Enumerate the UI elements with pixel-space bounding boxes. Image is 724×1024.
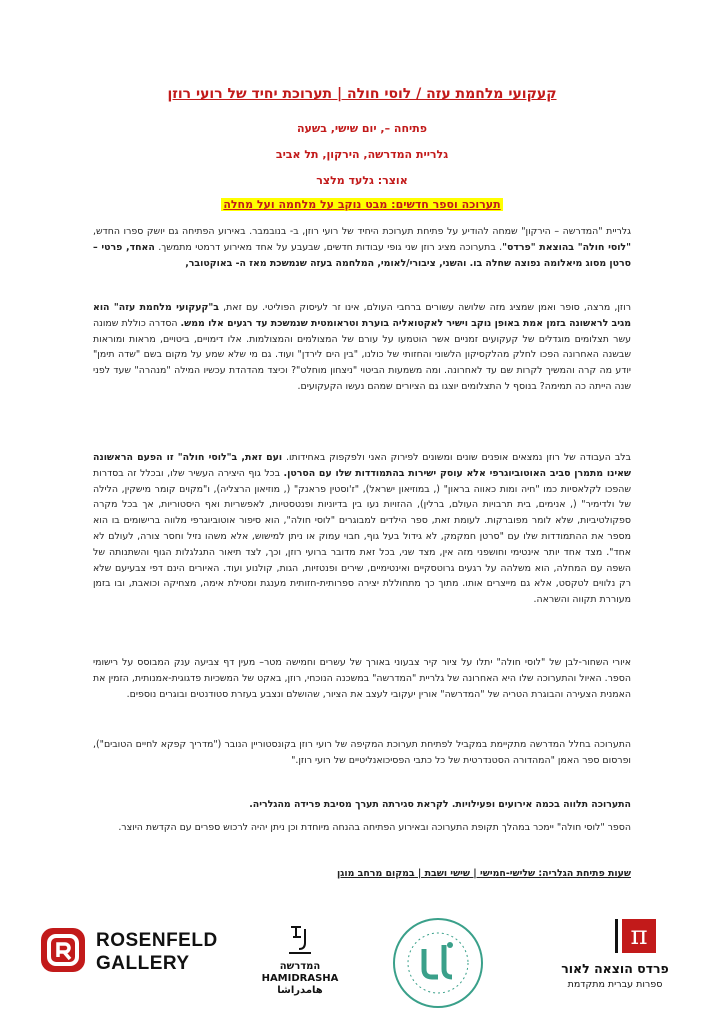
rosenfeld-line2: GALLERY — [96, 953, 190, 974]
text-run: גלריית "המדרשה – הירקון" שמחה להודיע על פתיחת תערוכת היחיד של רועי רוזן, ב- בנובמבר. באירוע הפתיחה גם יושק ספרו החדש, — [93, 226, 631, 237]
pardes-name: פרדס הוצאה לאור — [561, 961, 669, 976]
paragraph-6: התערוכה תלווה בכמה אירועים ופעילויות. לקראת סגירתה תערך מסיבת פרידה מהגלריה. — [249, 799, 631, 810]
text-run: התערוכה בחלל המדרשה מתקיימת במקביל לפתיחת תערוכת המקיפה של רועי רוזן בקונסטוריין הנובר ("מדריך קפקא לחיים הטובים"), ופרסום ספר האמן "המהדורה הסטנדרטית של כל כתבי הפסיכואנליטיים של רועי רוזן." — [93, 739, 631, 766]
rosenfeld-gallery-logo — [40, 925, 220, 985]
text-run: איורי השחור-לבן של "לוסי חולה" יתלו על ציור קיר צבעוני באורך של עשרים וחמישה מטר– מעין דף צביעה ענק המבוסס על רישומי הספר. האיול והתערוכה שלו היא האחרונה של גלריית "המדרשה" במשכנה הנוכחי, רוזן, באקט של המשכיות פדגוגית-אמנותית, הזמין את האמנית הצעירה והבוגרת הטריה של "המדרשה" אורין יעקובי לעצב את הציור, שהושלם ונצבע בעזרת סטודנטים ובוגרים נוספים. — [93, 657, 631, 700]
opening-line: פתיחה –, יום שישי, בשעה — [296, 122, 428, 135]
paragraph-4 — [93, 655, 631, 702]
paragraph-1 — [93, 224, 631, 271]
rosenfeld-mark-icon — [40, 927, 86, 973]
text-run: "לוסי חולה" בהוצאת "פרדס" — [502, 241, 631, 253]
hamidrasha-he: המדרשה — [279, 961, 321, 972]
paragraph-2 — [93, 300, 631, 395]
pardes-publishing-logo — [540, 919, 690, 1009]
hamidrasha-logo — [255, 923, 345, 1003]
curator-line: אוצר: גלעד מלצר — [316, 174, 408, 187]
paragraph-7: הספר "לוסי חולה" יימכר במהלך תקופת התערוכה ובאירוע הפתיחה בהנחה מיוחדת וכן ניתן יהיה לרכוש ספרים עם הקדשת היוצר. — [118, 822, 631, 833]
text-run: הסדרה כוללת שמונה עשר תצלומים מוגדלים של קעקועים זמניים אשר הוטמעו על עורם של המצולמים והמצולמות. אלו דימויים, ביטויים, מראות ומוראות שבשנה האחרונה הפכו לחלק מהלקסיקון הלשוני והחזותי של כולנו, "בין הים לירדן" ועוד. גם מי שלא שמע על מקום בשם "שדה תימן" יודע מה קרה והמשיך לקרות שם עד לאחרונה. ומה משמעות הביטוי "ניצחון מוחלט"? וכיצד מהדהדת עכשיו המילה "מנהרה" שעד לפני שנה הייתה כה תמימה? בנוסף ל התצלומים יוצגו גם הציורים שמהם נעשו הקעקועים. — [93, 317, 631, 392]
highlight-line — [60, 198, 664, 211]
rosenfeld-line1: ROSENFELD — [96, 930, 218, 951]
pi-icon: π — [622, 919, 656, 953]
text-run: בכל גוף היצירה העשיר שלו, ובכלל זה בסדרות שהפכו לקלאסיות כמו "חיה ומות כאווה בראון" (, במוזיאון ישראל), "ז'וסטין פראנק" (, מוזיאון הרצליה), ו"מקוים קומר מישקין, הלילה של ולדימיר" (, אנימים, בית תרבויות העולם, ברלין), ההזויות נעו בין בדיוניות ופנטסטיות, לאפשריות ואף היסטוריות, אך בכל מקרה ספקולטיביות, שלא לומר מפוברקות. לעומת זאת, ספר הילדים למבוגרים "לוסי חולה", הוא סיפור אוטוביוגרפי מלווה ברישומים בו הוא מספר את ההתמודדות שלו עם "סרטן חמקמק, לא גידול בעל גוף, חבוי עמוק או ניתן למישוש, אלא משהו נזיל וחסר צורה, לעולם לא אחד". מצד אחד יותר אינטימי וחושפני מזה אין, מצד שני, בכל זאת מדובר ברועי רוזן, וכך, לצד תיאור התגלגלות הגוף והשתנותה של השפה עם המחלה, הוא משלהה על רגעים גרוטסקיים ואינטימיים, שירים ופנטזיות, הגות, קולנוע ועוד. האיורים הינם דפי צבעיעם שלא רק נלווים לטקסט, אלא גם מייצרים אותו. מתוך כך מתחוללת יצירה ספרותית-חזותית מענגת ומטילת אימה, מצחיקה וכואבת, ובו בזמן מעוררת תקווה והשראה. — [93, 467, 631, 606]
rosenfeld-wordmark — [96, 929, 218, 975]
beit-berl-logo — [390, 915, 490, 1010]
logo-strip — [0, 915, 724, 1015]
text-run: האחד, פרטי – סרטן מסוג מיאלומה נפוצה שחלה בו. והשני, ציבורי/לאומי, המלחמה בעזה שנמשכת מאז ה- באוקטובר, — [93, 241, 631, 269]
venue-line: גלריית המדרשה, הירקון, תל אביב — [275, 148, 449, 161]
pardes-bar — [615, 919, 618, 953]
text-run: ועם זאת, ב"לוסי חולה" זו הפעם הראשונה שאינו מתמרן סביב האוטוביוגרפי אלא עוסק ישירות בהתמודדות שלו עם הסרטן. — [93, 452, 632, 479]
hamidrasha-ar: هامدراشا — [277, 985, 323, 996]
text-run: רוזן, מרצה, סופר ואמן שמציג מזה שלושה עשורים ברחבי העולם, אינו זר לעיסוק הפוליטי. עם זאת, — [219, 302, 631, 313]
page-title: קעקועי מלחמת עזה / לוסי חולה | תערוכת יחיד של רועי רוזן — [167, 86, 557, 102]
gallery-hours: שעות פתיחת הגלריה: שלישי-חמישי | שישי ושבת | במקום מרחב מוגן — [336, 868, 631, 879]
hamidrasha-mark-icon — [285, 923, 315, 957]
paragraph-3 — [93, 450, 631, 608]
pardes-subtitle: ספרות עברית מתקדמת — [567, 979, 663, 990]
text-run: בלב העבודה של רוזן נמצאים אופנים שונים ומשונים לפירוק האני ולפקפוק באחידותו. — [282, 452, 631, 463]
text-run: . בתערוכה מציג רוזן שני גופי עבודות חדשים, שבעבע על אחד מאירוע דרמטי מתמשך. — [154, 241, 503, 253]
text-run: ב"קעקועי מלחמת עזה" הוא מגיב לראשונה בזמן אמת באופן נוקב וישיר לאקטואליה בוערת וטראומטית שנמשכת עד רגעים אלו ממש. — [93, 302, 631, 329]
paragraph-5 — [93, 737, 631, 769]
hamidrasha-en: HAMIDRASHA — [261, 973, 339, 984]
highlight-text: תערוכה וספר חדשים: מבט נוקב על מלחמה ועל מחלה — [223, 198, 501, 211]
beit-berl-seal-icon — [390, 915, 486, 1011]
